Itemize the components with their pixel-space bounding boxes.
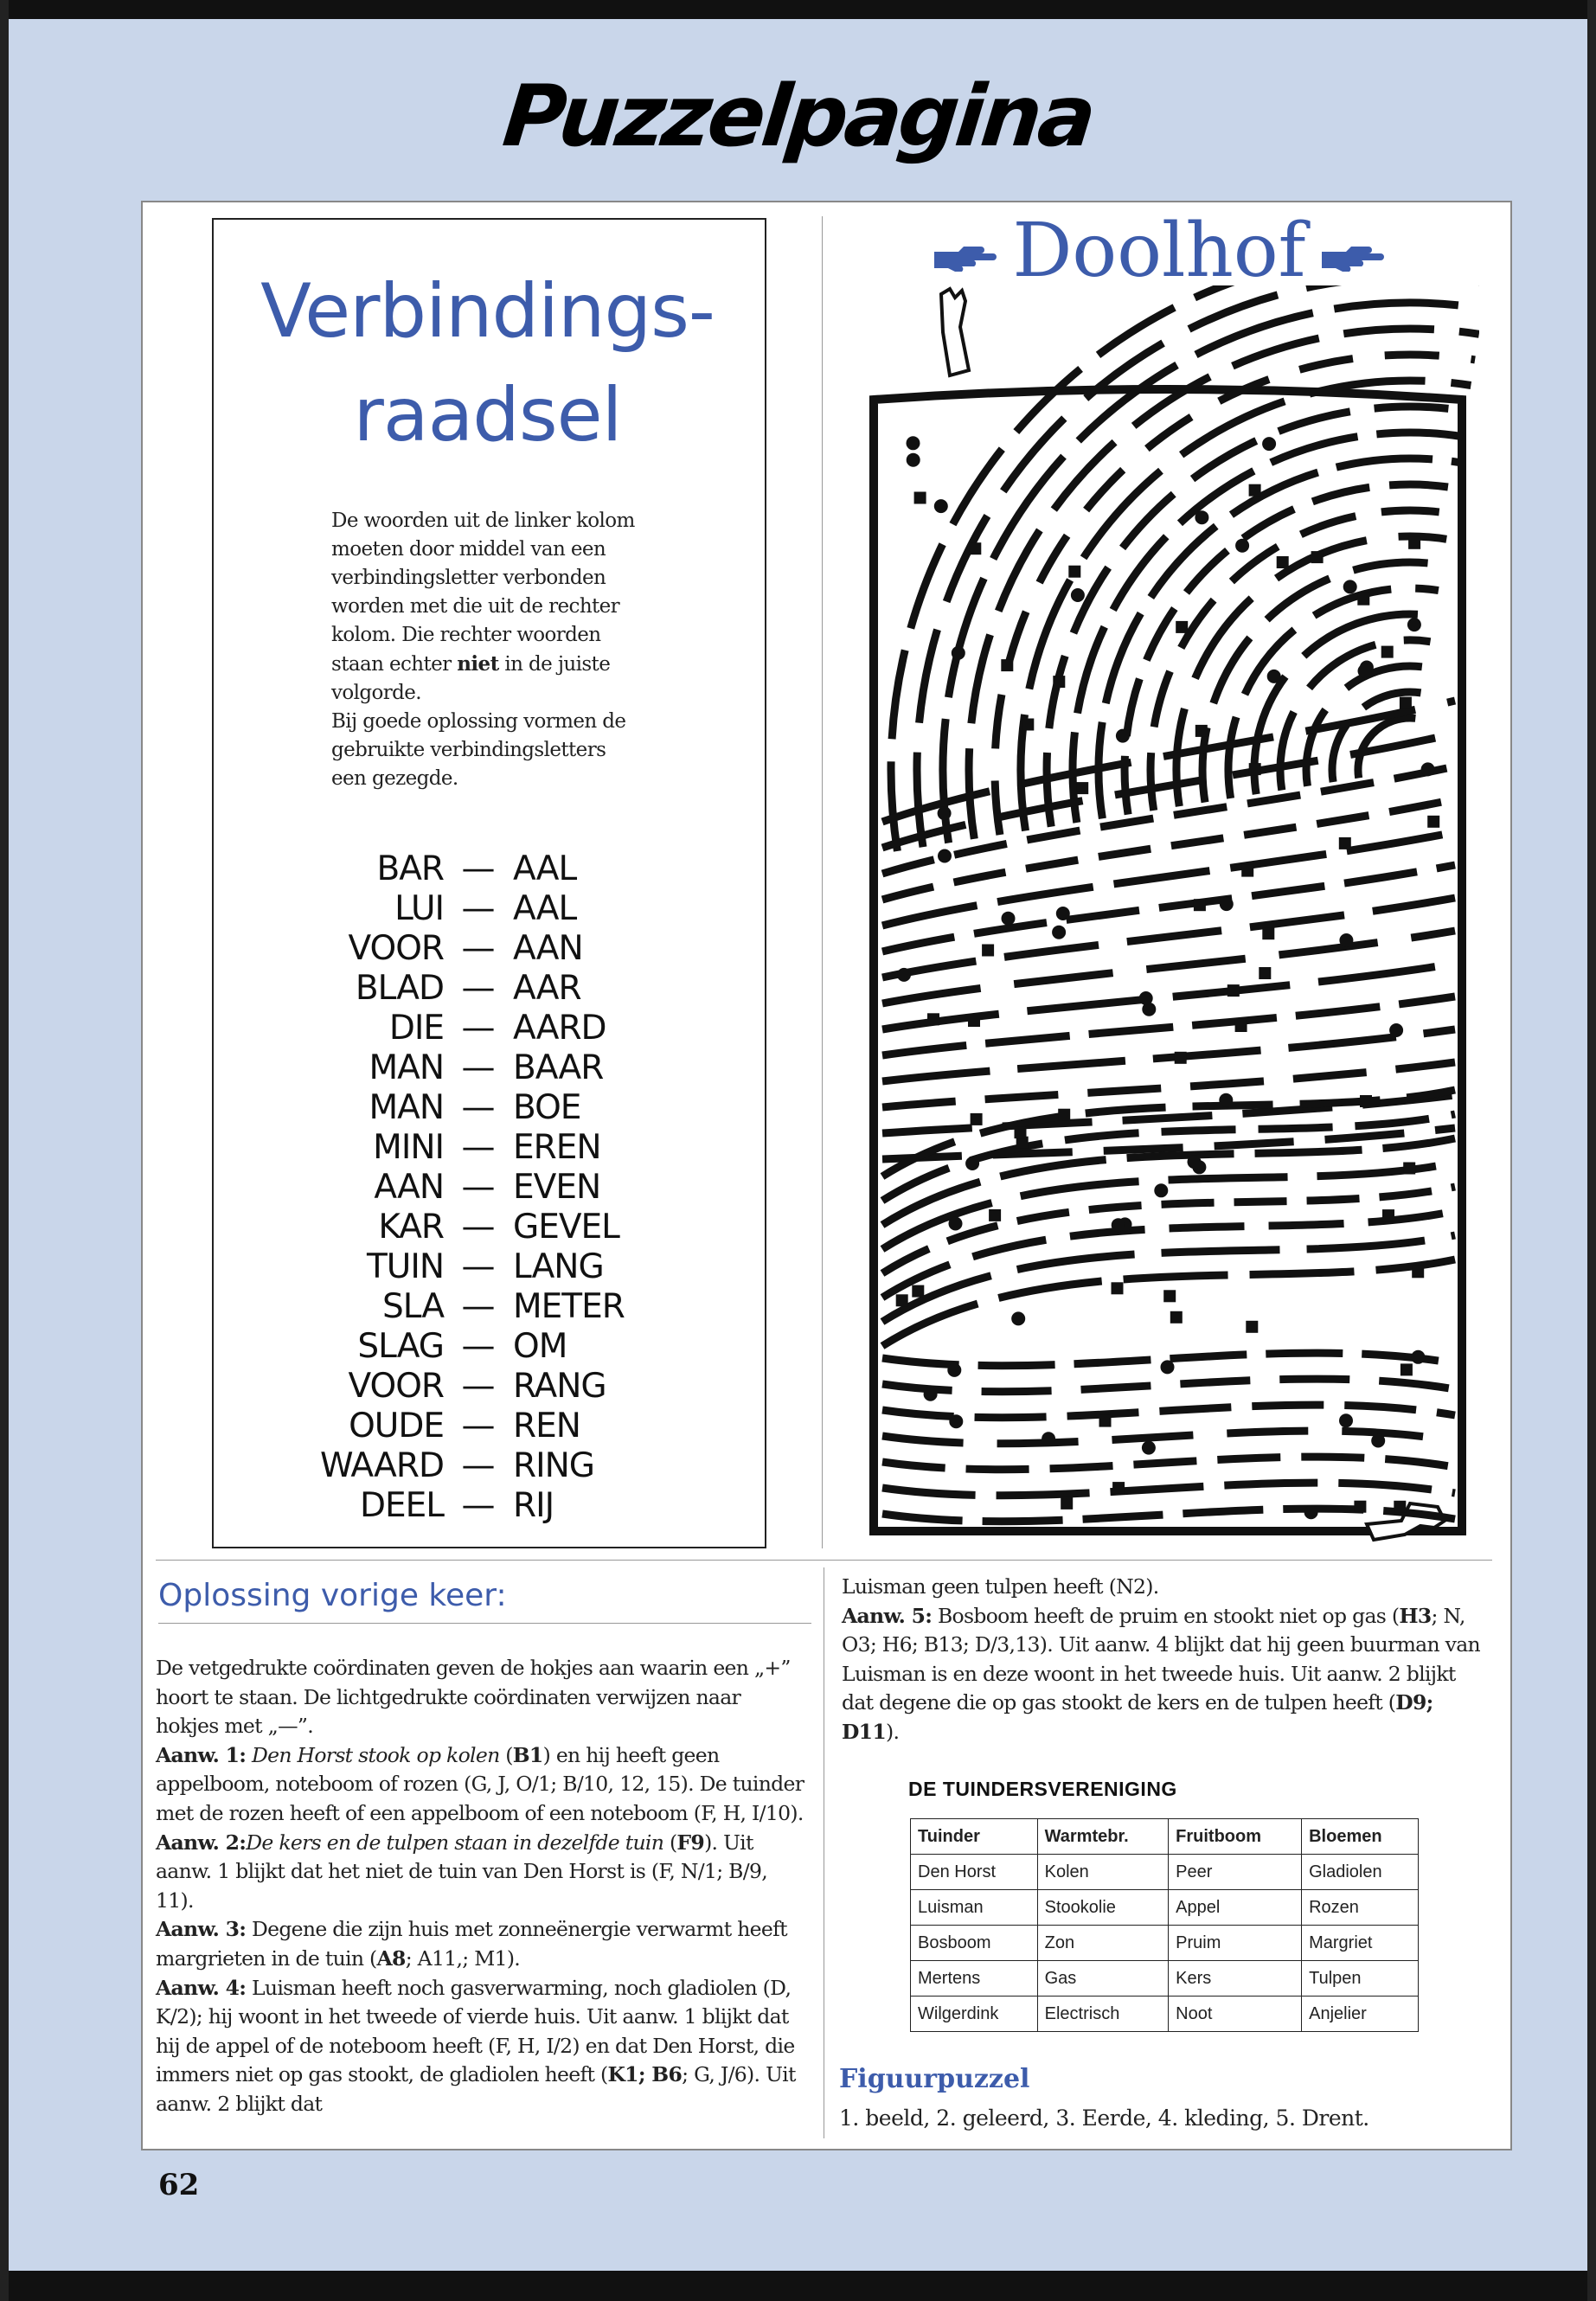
table-cell: Stookolie xyxy=(1037,1890,1169,1926)
left-word: DEEL xyxy=(359,1486,444,1525)
maze-dot xyxy=(1262,437,1276,451)
maze-wall xyxy=(882,1457,1455,1470)
maze-square xyxy=(1163,1290,1176,1302)
maze-dot xyxy=(897,968,911,982)
maze-square xyxy=(1170,1311,1183,1324)
table-body xyxy=(911,1855,1419,2032)
maze-dot xyxy=(1389,1023,1403,1037)
maze-dot xyxy=(907,453,920,467)
connector-dash: — xyxy=(461,849,496,888)
verbindingsraadsel-intro xyxy=(331,507,643,793)
pointing-hand-icon xyxy=(1318,240,1388,274)
maze-square xyxy=(1001,659,1013,671)
tuindersvereniging-title: DE TUINDERSVERENIGING xyxy=(908,1778,1177,1800)
word-pair-row xyxy=(277,1327,709,1367)
table-header-row xyxy=(911,1819,1419,1855)
connector-dash: — xyxy=(461,1486,496,1525)
left-word: LUI xyxy=(394,889,444,928)
maze-square xyxy=(1099,1415,1112,1427)
oplossing-intro: De vetgedrukte coördinaten geven de hokjes aan waarin een „+” hoort te staan. De lichtgedrukte coördinaten verwijzen naar hokjes met „—”. xyxy=(156,1656,791,1739)
right-word: EREN xyxy=(513,1128,601,1167)
aanw2-rest: ). Uit aanw. 1 blijkt dat het niet de tuin van Den Horst is (F, N/1; B/9, 11). xyxy=(156,1830,767,1913)
oplossing-title: Oplossing vorige keer: xyxy=(158,1574,811,1624)
maze-square xyxy=(1176,621,1188,633)
maze-square xyxy=(968,1015,980,1027)
table-cell: Noot xyxy=(1169,1997,1302,2032)
maze-wall xyxy=(882,1431,1455,1444)
right-word: AAR xyxy=(513,969,581,1008)
right-word: OM xyxy=(513,1327,567,1366)
table-row xyxy=(911,1961,1419,1997)
word-pair-row xyxy=(277,1486,709,1526)
aanw3-bold: A8 xyxy=(376,1945,406,1971)
maze-square xyxy=(1227,984,1240,997)
pointing-hand-icon xyxy=(931,240,1000,274)
table-header-cell: Fruitboom xyxy=(1169,1819,1302,1855)
right-word: RIJ xyxy=(513,1486,554,1525)
maze-square xyxy=(1311,551,1324,563)
maze-square xyxy=(1400,697,1412,709)
maze-dot xyxy=(1002,912,1016,926)
left-word: DIE xyxy=(388,1009,444,1048)
maze-dot xyxy=(1343,580,1357,593)
maze-wall xyxy=(882,1379,1455,1392)
maze-dot xyxy=(1304,1505,1318,1519)
maze-dot xyxy=(1339,1413,1353,1427)
page-number: 62 xyxy=(158,2168,200,2202)
maze-dot xyxy=(949,1217,963,1231)
intro-text-3: Bij goede oplossing vormen de gebruikte verbindingsletters een gezegde. xyxy=(331,710,626,790)
table-header-cell: Bloemen xyxy=(1302,1819,1419,1855)
word-pair-row xyxy=(277,1048,709,1088)
maze-dot xyxy=(1112,1218,1125,1232)
row-divider xyxy=(156,1560,1492,1561)
word-pair-row xyxy=(277,889,709,929)
left-word: VOOR xyxy=(348,929,444,968)
right-word: AAN xyxy=(513,929,583,968)
right-word: RANG xyxy=(513,1367,606,1406)
maze-square xyxy=(1381,646,1394,658)
table-cell: Mertens xyxy=(911,1961,1038,1997)
maze-square xyxy=(1061,1497,1073,1509)
maze-square xyxy=(989,1209,1001,1221)
right-word: BOE xyxy=(513,1088,581,1127)
left-word: SLAG xyxy=(357,1327,444,1366)
maze-square xyxy=(1394,1501,1406,1513)
page-title: Puzzelpagina xyxy=(498,67,1098,166)
maze-wall xyxy=(882,931,1455,1003)
connector-dash: — xyxy=(461,1247,496,1286)
table-header-cell: Warmtebr. xyxy=(1037,1819,1169,1855)
maze-square xyxy=(982,945,994,957)
maze-dot xyxy=(947,1363,961,1377)
word-pair-row xyxy=(277,1247,709,1287)
word-pair-row xyxy=(277,929,709,969)
table-cell: Rozen xyxy=(1302,1890,1419,1926)
scan-left-border xyxy=(0,0,9,2301)
maze-wall xyxy=(882,1029,1455,1081)
word-pair-row xyxy=(277,1208,709,1247)
maze-square xyxy=(1408,537,1420,549)
maze-square xyxy=(1249,484,1261,497)
maze-dot xyxy=(1195,510,1208,524)
maze-dot xyxy=(924,1388,938,1401)
table-row xyxy=(911,1855,1419,1890)
figuurpuzzel-text: 1. beeld, 2. geleerd, 3. Eerde, 4. kleding, 5. Drent. xyxy=(839,2106,1369,2131)
right-word: EVEN xyxy=(513,1168,601,1207)
maze-wall xyxy=(882,1405,1455,1418)
connector-dash: — xyxy=(461,1208,496,1247)
connector-dash: — xyxy=(461,1287,496,1326)
maze-dot xyxy=(1411,1350,1425,1364)
maze-square xyxy=(896,1294,908,1306)
aanw4-text: Luisman heeft noch gasverwarming, noch gladiolen (D, K/2); hij woont in het tweede of vierde huis. Uit aanw. 1 blijkt dat hij de appel of de noteboom heeft (F, H, I/2) en dat Den Horst, die immers niet op gas stookt, de gladiolen heeft ( xyxy=(156,1975,795,2087)
maze-dot xyxy=(1219,1093,1233,1107)
word-pair-row xyxy=(277,849,709,889)
connector-dash: — xyxy=(461,1168,496,1207)
maze-dot xyxy=(1421,762,1435,776)
maze-wall xyxy=(882,1483,1455,1496)
aanw5-text: Bosboom heeft de pruim en stookt niet op gas ( xyxy=(937,1603,1400,1628)
maze-dot xyxy=(1042,1432,1055,1445)
maze-dot xyxy=(1339,933,1353,947)
left-word: BAR xyxy=(376,849,444,888)
maze-square xyxy=(1427,816,1439,828)
maze-dot xyxy=(1154,1183,1168,1197)
maze-square xyxy=(927,1013,939,1025)
maze-dot xyxy=(1071,588,1085,602)
maze-wall xyxy=(882,1187,1455,1273)
right-word: LANG xyxy=(513,1247,604,1286)
connector-dash: — xyxy=(461,1407,496,1445)
maze-dot xyxy=(952,646,965,660)
right-word: METER xyxy=(513,1287,625,1326)
column-divider xyxy=(822,216,823,1548)
oplossing-continued xyxy=(842,1573,1486,1747)
maze-square xyxy=(1249,763,1261,775)
maze-dot xyxy=(907,436,920,450)
oplossing-cont-line: Luisman geen tulpen heeft (N2). xyxy=(842,1574,1159,1599)
aanw1-italic: Den Horst stook op kolen xyxy=(251,1742,500,1767)
left-word: TUIN xyxy=(366,1247,444,1286)
table-cell: Luisman xyxy=(911,1890,1038,1926)
maze-wall xyxy=(1176,536,1446,806)
aanw1-bold: B1 xyxy=(512,1742,543,1767)
table-cell: Kolen xyxy=(1037,1855,1169,1890)
table-row xyxy=(911,1997,1419,2032)
word-pair-row xyxy=(277,1168,709,1208)
verbindingsraadsel-title-line1: Verbindings- xyxy=(260,268,715,355)
table-cell: Tulpen xyxy=(1302,1961,1419,1997)
scan-bottom-border xyxy=(0,2271,1596,2301)
maze-dot xyxy=(1371,1434,1385,1448)
word-pair-row xyxy=(277,969,709,1009)
word-pair-row xyxy=(277,1407,709,1446)
intro-bold-word: niet xyxy=(457,652,499,676)
maze-square xyxy=(914,492,926,504)
maze-square xyxy=(1015,1126,1027,1138)
maze-dot xyxy=(1267,670,1281,683)
maze-square xyxy=(1412,1266,1424,1278)
maze-square xyxy=(1262,927,1274,939)
intro-text-1: De woorden uit de linker kolom moeten door middel van een verbindingsletter verbonden worden met die uit de rechter kolom. Die rechter woorden staan echter xyxy=(331,510,635,676)
maze-wall xyxy=(891,285,1479,851)
maze-square xyxy=(1112,1482,1125,1494)
aanw2-open: ( xyxy=(669,1830,677,1855)
table-cell: Kers xyxy=(1169,1961,1302,1997)
connector-dash: — xyxy=(461,1446,496,1485)
table-row xyxy=(911,1926,1419,1961)
table-header-cell: Tuinder xyxy=(911,1819,1038,1855)
maze-square xyxy=(1175,1052,1187,1064)
maze-dot xyxy=(1142,1441,1156,1455)
maze-dot xyxy=(1188,1155,1202,1169)
aanw4-bold: K1; B6 xyxy=(607,2062,683,2087)
aanw3-rest: ; A11,; M1). xyxy=(405,1945,521,1971)
aanw5-label: Aanw. 5: xyxy=(842,1603,933,1628)
maze-dot xyxy=(1052,926,1066,939)
left-word: VOOR xyxy=(348,1367,444,1406)
connector-dash: — xyxy=(461,1367,496,1406)
left-word: MINI xyxy=(373,1128,444,1167)
maze-dot xyxy=(965,1157,979,1170)
word-pair-row xyxy=(277,1009,709,1048)
maze-dot xyxy=(1139,991,1153,1005)
maze-dot xyxy=(1235,539,1249,553)
maze-square xyxy=(1241,865,1253,877)
maze-square xyxy=(1382,1209,1394,1221)
maze-square xyxy=(1246,1321,1258,1333)
left-word: AAN xyxy=(374,1168,444,1207)
verbindingsraadsel-title xyxy=(212,260,763,467)
maze-dot xyxy=(1358,664,1372,678)
maze-square xyxy=(1259,967,1271,979)
word-pair-row xyxy=(277,1446,709,1486)
table-cell: Appel xyxy=(1169,1890,1302,1926)
maze-dot xyxy=(1161,1360,1175,1374)
aanw2-label: Aanw. 2: xyxy=(156,1830,247,1855)
table-cell: Electrisch xyxy=(1037,1997,1169,2032)
maze-square xyxy=(1403,1163,1415,1175)
maze-square xyxy=(1401,1363,1413,1375)
maze-square xyxy=(912,1285,924,1298)
table-cell: Den Horst xyxy=(911,1855,1038,1890)
connector-dash: — xyxy=(461,1128,496,1167)
right-word: REN xyxy=(513,1407,580,1445)
aanw1-rest: ) en hij heeft geen appelboom, noteboom of rozen (G, J, O/1; B/10, 12, 15). De tuinder met de rozen heeft of een appelboom of een noteboom (F, H, I/10). xyxy=(156,1742,804,1825)
aanw5-rest-1: ; N, O3; H6; B13; D/3,13). Uit aanw. 4 blijkt dat hij geen buurman van Luisman is en deze woont in het tweede huis. Uit aanw. 2 blijkt dat degene die op gas stookt de kers en de tulpen heeft ( xyxy=(842,1603,1480,1715)
table-cell: Wilgerdink xyxy=(911,1997,1038,2032)
doolhof-title xyxy=(917,208,1401,294)
connector-dash: — xyxy=(461,1088,496,1127)
maze-square xyxy=(969,542,981,554)
aanw5-bold-1: H3 xyxy=(1399,1603,1432,1628)
maze-square xyxy=(1195,725,1208,737)
word-pair-row xyxy=(277,1128,709,1168)
aanw1-label: Aanw. 1: xyxy=(156,1742,247,1767)
maze-dot xyxy=(934,499,948,513)
aanw5-bold-2: D9; D11 xyxy=(842,1690,1433,1744)
right-word: AARD xyxy=(513,1009,606,1048)
table-row xyxy=(911,1890,1419,1926)
maze-square xyxy=(1339,837,1351,849)
aanw5-rest-2: ). xyxy=(885,1719,900,1744)
maze-wall xyxy=(882,1259,1455,1346)
maze-square xyxy=(1194,899,1206,911)
maze-dot xyxy=(1011,1311,1025,1325)
maze-square xyxy=(1076,782,1088,794)
connector-dash: — xyxy=(461,969,496,1008)
table-cell: Bosboom xyxy=(911,1926,1038,1961)
right-word: AAL xyxy=(513,889,577,928)
aanw2-bold: F9 xyxy=(676,1830,705,1855)
table-cell: Gas xyxy=(1037,1961,1169,1997)
left-word: WAARD xyxy=(319,1446,444,1485)
maze-wall xyxy=(882,1509,1455,1522)
maze-square xyxy=(971,1113,983,1125)
maze-square xyxy=(1053,676,1065,688)
table-cell: Margriet xyxy=(1302,1926,1419,1961)
aanw2-italic: De kers en de tulpen staan in dezelfde tuin xyxy=(246,1830,664,1855)
right-word: RING xyxy=(513,1446,594,1485)
maze-dot xyxy=(1407,618,1421,631)
maze-dot xyxy=(1056,907,1070,920)
maze-dot xyxy=(938,849,952,863)
table-cell: Zon xyxy=(1037,1926,1169,1961)
maze-dot xyxy=(1116,729,1130,743)
left-word: BLAD xyxy=(355,969,444,1008)
maze-start-hand-icon xyxy=(941,289,969,375)
table-cell: Gladiolen xyxy=(1302,1855,1419,1890)
maze-square xyxy=(1360,1095,1372,1107)
word-list xyxy=(277,849,709,1526)
verbindingsraadsel-title-line2: raadsel xyxy=(353,372,622,458)
table-cell: Pruim xyxy=(1169,1926,1302,1961)
scan-top-border xyxy=(0,0,1596,19)
maze-wall xyxy=(995,355,1475,835)
aanw3-text: Degene die zijn huis met zonneënergie verwarmt heeft margrieten in de tuin ( xyxy=(156,1917,787,1971)
word-pair-row xyxy=(277,1287,709,1327)
maze-drawing xyxy=(856,285,1479,1544)
maze-square xyxy=(1277,556,1289,568)
connector-dash: — xyxy=(461,1327,496,1366)
left-word: OUDE xyxy=(349,1407,444,1445)
left-word: MAN xyxy=(369,1048,444,1087)
aanw1-open: ( xyxy=(505,1742,513,1767)
connector-dash: — xyxy=(461,1048,496,1087)
table-cell: Peer xyxy=(1169,1855,1302,1890)
left-word: SLA xyxy=(381,1287,444,1326)
connector-dash: — xyxy=(461,889,496,928)
aanw4-rest: ; G, J/6). Uit aanw. 2 blijkt dat xyxy=(156,2062,796,2116)
table-cell: Anjelier xyxy=(1302,1997,1419,2032)
maze-dot xyxy=(938,806,952,820)
maze-square xyxy=(1058,1109,1070,1121)
scan-right-border xyxy=(1587,0,1596,2301)
right-word: AAL xyxy=(513,849,577,888)
maze-square xyxy=(1068,566,1080,578)
aanw3-label: Aanw. 3: xyxy=(156,1917,247,1942)
word-pair-row xyxy=(277,1088,709,1128)
figuurpuzzel-title: Figuurpuzzel xyxy=(839,2064,1030,2094)
maze-square xyxy=(1354,1501,1366,1513)
tuindersvereniging-table xyxy=(910,1818,1419,2032)
maze-square xyxy=(1112,1282,1124,1294)
maze-square xyxy=(1235,1020,1247,1032)
maze-square xyxy=(1022,719,1034,731)
connector-dash: — xyxy=(461,929,496,968)
maze-square xyxy=(1357,593,1369,606)
left-word: MAN xyxy=(369,1088,444,1127)
maze-dot xyxy=(1220,897,1234,911)
maze-dot xyxy=(949,1414,963,1428)
intro-text-2: in de juiste volgorde. xyxy=(331,653,611,704)
right-word: BAAR xyxy=(513,1048,604,1087)
word-pair-row xyxy=(277,1367,709,1407)
connector-dash: — xyxy=(461,1009,496,1048)
maze-wall xyxy=(1202,562,1442,802)
oplossing-text xyxy=(156,1654,809,2119)
right-word: GEVEL xyxy=(513,1208,619,1247)
left-word: KAR xyxy=(378,1208,444,1247)
aanw4-label: Aanw. 4: xyxy=(156,1975,247,2000)
doolhof-title-text: Doolhof xyxy=(1012,208,1306,294)
